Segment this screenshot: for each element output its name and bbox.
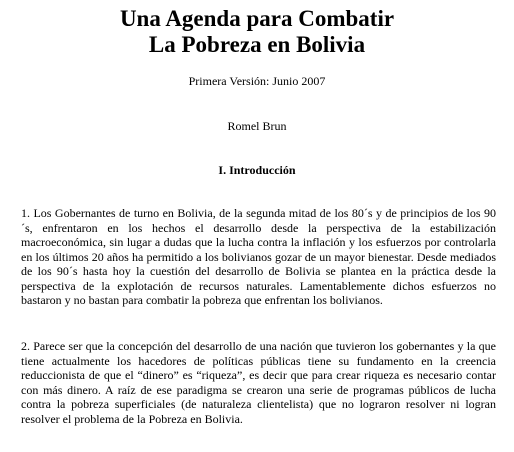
paragraph-1: 1. Los Gobernantes de turno en Bolivia, de la segunda mitad de los 80´s y de principios de los 90´s, enfrentaron en los hechos el desarrollo desde la perspectiva de la estabilización macroeconómica, sin lugar a dudas que la lucha contra la inflación y los esfuerzos por controlarla en los últimos 20 años ha permitido a los bolivianos gozar de un mayor bienestar. Desde mediados de los 90´s hasta hoy la cuestión del desarrollo de Bolivia se plantea en la práctica desde la perspectiva de la explotación de recursos naturales. Lamentablemente dichos esfuerzos no bastaron y no bastan para combatir la pobreza que enfrentan los bolivianos. <box>21 206 496 307</box>
author-name: Romel Brun <box>227 119 287 133</box>
section-heading: I. Introducción <box>218 163 296 177</box>
title-line-2: La Pobreza en Bolivia <box>148 32 366 57</box>
version-line: Primera Versión: Junio 2007 <box>188 74 326 88</box>
document-title <box>0 6 514 58</box>
title-line-1: Una Agenda para Combatir <box>119 6 395 31</box>
paragraph-2: 2. Parece ser que la concepción del desarrollo de una nación que tuvieron los gobernantes y la que tiene actualmente los hacedores de políticas públicas tiene su fundamento en la creencia reduccionista de que el “dinero” es “riqueza”, es decir que para crear riqueza es necesario contar con más dinero. A raíz de ese paradigma se crearon una serie de programas públicos de lucha contra la pobreza superficiales (de naturaleza clientelista) que no lograron resolver ni logran resolver el problema de la Pobreza en Bolivia. <box>21 339 496 426</box>
